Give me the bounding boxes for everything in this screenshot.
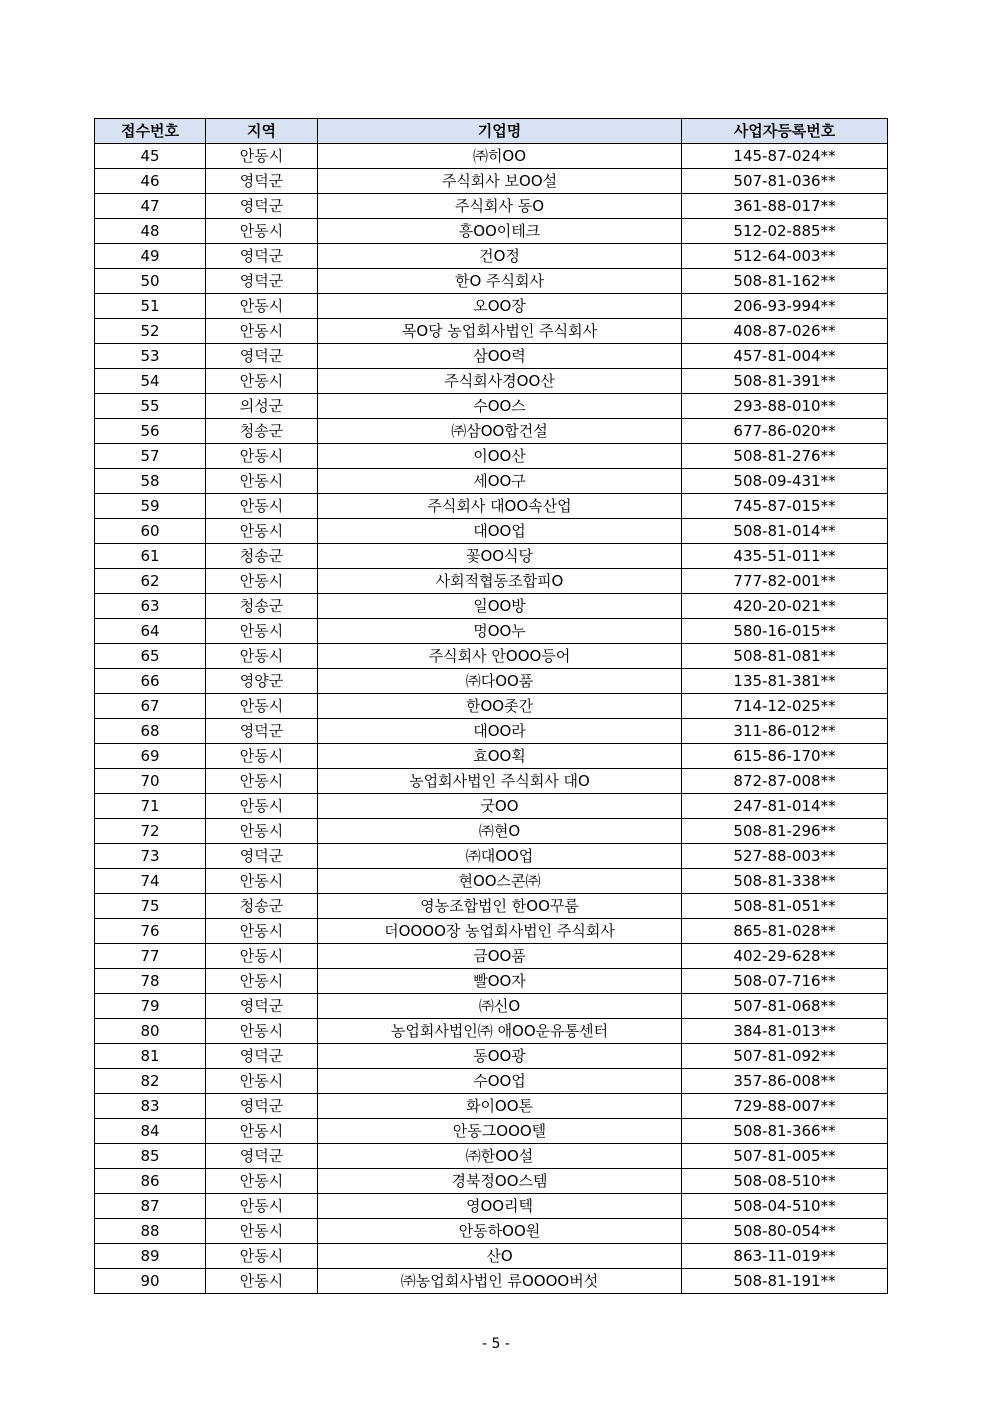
cell-region: 안동시 <box>206 319 318 344</box>
cell-receipt-number: 58 <box>95 469 206 494</box>
cell-receipt-number: 49 <box>95 244 206 269</box>
cell-company-name: ㈜삼OO합건설 <box>318 419 682 444</box>
cell-company-name: 주식회사 보OO설 <box>318 169 682 194</box>
cell-receipt-number: 67 <box>95 694 206 719</box>
cell-region: 안동시 <box>206 1219 318 1244</box>
cell-business-reg-number: 729-88-007** <box>682 1094 888 1119</box>
cell-receipt-number: 66 <box>95 669 206 694</box>
table-row <box>95 194 888 219</box>
cell-company-name: 일OO방 <box>318 594 682 619</box>
cell-region: 안동시 <box>206 1169 318 1194</box>
cell-region: 영덕군 <box>206 1044 318 1069</box>
cell-region: 청송군 <box>206 894 318 919</box>
cell-receipt-number: 75 <box>95 894 206 919</box>
cell-receipt-number: 69 <box>95 744 206 769</box>
cell-receipt-number: 68 <box>95 719 206 744</box>
cell-receipt-number: 61 <box>95 544 206 569</box>
cell-business-reg-number: 863-11-019** <box>682 1244 888 1269</box>
cell-company-name: 이OO산 <box>318 444 682 469</box>
header-region: 지역 <box>206 119 318 144</box>
table-row <box>95 1044 888 1069</box>
cell-business-reg-number: 508-80-054** <box>682 1219 888 1244</box>
cell-business-reg-number: 508-09-431** <box>682 469 888 494</box>
cell-business-reg-number: 135-81-381** <box>682 669 888 694</box>
table-row <box>95 419 888 444</box>
cell-business-reg-number: 507-81-092** <box>682 1044 888 1069</box>
cell-business-reg-number: 508-08-510** <box>682 1169 888 1194</box>
cell-company-name: 산O <box>318 1244 682 1269</box>
cell-region: 안동시 <box>206 819 318 844</box>
table-row <box>95 469 888 494</box>
cell-receipt-number: 50 <box>95 269 206 294</box>
cell-receipt-number: 64 <box>95 619 206 644</box>
cell-business-reg-number: 508-81-191** <box>682 1269 888 1294</box>
cell-company-name: 영농조합법인 한OO꾸룸 <box>318 894 682 919</box>
page-number: - 5 - <box>482 1336 510 1352</box>
cell-business-reg-number: 865-81-028** <box>682 919 888 944</box>
table-row <box>95 1194 888 1219</box>
cell-company-name: ㈜히OO <box>318 144 682 169</box>
cell-business-reg-number: 512-02-885** <box>682 219 888 244</box>
cell-receipt-number: 59 <box>95 494 206 519</box>
table-row <box>95 1069 888 1094</box>
cell-company-name: 세OO구 <box>318 469 682 494</box>
cell-region: 영덕군 <box>206 244 318 269</box>
cell-region: 영덕군 <box>206 269 318 294</box>
table-row <box>95 644 888 669</box>
cell-business-reg-number: 507-81-068** <box>682 994 888 1019</box>
cell-company-name: 대OO업 <box>318 519 682 544</box>
cell-company-name: ㈜다OO품 <box>318 669 682 694</box>
cell-receipt-number: 78 <box>95 969 206 994</box>
cell-business-reg-number: 435-51-011** <box>682 544 888 569</box>
cell-region: 안동시 <box>206 1194 318 1219</box>
cell-company-name: 경북정OO스템 <box>318 1169 682 1194</box>
table-row <box>95 619 888 644</box>
cell-region: 안동시 <box>206 794 318 819</box>
table-body <box>95 144 888 1294</box>
cell-receipt-number: 62 <box>95 569 206 594</box>
cell-receipt-number: 47 <box>95 194 206 219</box>
cell-business-reg-number: 615-86-170** <box>682 744 888 769</box>
cell-company-name: 농업회사법인㈜ 애OO운유통센터 <box>318 1019 682 1044</box>
cell-business-reg-number: 507-81-036** <box>682 169 888 194</box>
cell-business-reg-number: 508-81-366** <box>682 1119 888 1144</box>
table-row <box>95 869 888 894</box>
cell-business-reg-number: 311-86-012** <box>682 719 888 744</box>
cell-receipt-number: 79 <box>95 994 206 1019</box>
table-row <box>95 319 888 344</box>
cell-receipt-number: 76 <box>95 919 206 944</box>
cell-receipt-number: 54 <box>95 369 206 394</box>
cell-business-reg-number: 206-93-994** <box>682 294 888 319</box>
table-row <box>95 1169 888 1194</box>
cell-business-reg-number: 402-29-628** <box>682 944 888 969</box>
table-row <box>95 369 888 394</box>
cell-region: 안동시 <box>206 369 318 394</box>
cell-region: 영덕군 <box>206 194 318 219</box>
cell-business-reg-number: 508-07-716** <box>682 969 888 994</box>
cell-receipt-number: 65 <box>95 644 206 669</box>
cell-region: 안동시 <box>206 769 318 794</box>
cell-company-name: 목O당 농업회사법인 주식회사 <box>318 319 682 344</box>
cell-region: 안동시 <box>206 869 318 894</box>
cell-company-name: ㈜현O <box>318 819 682 844</box>
cell-receipt-number: 71 <box>95 794 206 819</box>
cell-region: 영덕군 <box>206 719 318 744</box>
cell-company-name: 안동그OOO텔 <box>318 1119 682 1144</box>
cell-region: 안동시 <box>206 944 318 969</box>
cell-region: 안동시 <box>206 1269 318 1294</box>
cell-receipt-number: 80 <box>95 1019 206 1044</box>
cell-company-name: 멍OO누 <box>318 619 682 644</box>
cell-company-name: 효OO획 <box>318 744 682 769</box>
table-row <box>95 1244 888 1269</box>
cell-region: 영양군 <box>206 669 318 694</box>
cell-region: 안동시 <box>206 1119 318 1144</box>
cell-region: 안동시 <box>206 469 318 494</box>
table-row <box>95 1119 888 1144</box>
cell-region: 안동시 <box>206 1244 318 1269</box>
cell-company-name: 빨OO자 <box>318 969 682 994</box>
header-company-name: 기업명 <box>318 119 682 144</box>
table-row <box>95 269 888 294</box>
cell-business-reg-number: 457-81-004** <box>682 344 888 369</box>
cell-receipt-number: 60 <box>95 519 206 544</box>
header-business-reg-number: 사업자등록번호 <box>682 119 888 144</box>
cell-receipt-number: 84 <box>95 1119 206 1144</box>
table-row <box>95 694 888 719</box>
cell-company-name: 주식회사 대OO속산업 <box>318 494 682 519</box>
table-row <box>95 844 888 869</box>
table-row <box>95 1094 888 1119</box>
cell-region: 안동시 <box>206 569 318 594</box>
table-header-row <box>95 119 888 144</box>
cell-business-reg-number: 357-86-008** <box>682 1069 888 1094</box>
cell-region: 안동시 <box>206 694 318 719</box>
cell-receipt-number: 63 <box>95 594 206 619</box>
cell-company-name: 사회적협동조합피O <box>318 569 682 594</box>
cell-receipt-number: 83 <box>95 1094 206 1119</box>
cell-business-reg-number: 507-81-005** <box>682 1144 888 1169</box>
cell-receipt-number: 53 <box>95 344 206 369</box>
cell-business-reg-number: 527-88-003** <box>682 844 888 869</box>
cell-region: 안동시 <box>206 444 318 469</box>
table-row <box>95 394 888 419</box>
cell-business-reg-number: 872-87-008** <box>682 769 888 794</box>
cell-region: 안동시 <box>206 644 318 669</box>
table-row <box>95 219 888 244</box>
cell-business-reg-number: 580-16-015** <box>682 619 888 644</box>
table-row <box>95 819 888 844</box>
cell-receipt-number: 57 <box>95 444 206 469</box>
cell-business-reg-number: 361-88-017** <box>682 194 888 219</box>
cell-company-name: 수OO업 <box>318 1069 682 1094</box>
cell-receipt-number: 90 <box>95 1269 206 1294</box>
cell-business-reg-number: 408-87-026** <box>682 319 888 344</box>
table-row <box>95 494 888 519</box>
cell-company-name: 화이OO톤 <box>318 1094 682 1119</box>
cell-business-reg-number: 777-82-001** <box>682 569 888 594</box>
cell-company-name: 영OO리텍 <box>318 1194 682 1219</box>
cell-region: 안동시 <box>206 619 318 644</box>
cell-region: 안동시 <box>206 144 318 169</box>
cell-company-name: ㈜신O <box>318 994 682 1019</box>
cell-receipt-number: 51 <box>95 294 206 319</box>
cell-company-name: ㈜농업회사법인 류OOOO버섯 <box>318 1269 682 1294</box>
cell-region: 안동시 <box>206 294 318 319</box>
cell-receipt-number: 89 <box>95 1244 206 1269</box>
cell-receipt-number: 74 <box>95 869 206 894</box>
table-row <box>95 544 888 569</box>
cell-receipt-number: 45 <box>95 144 206 169</box>
cell-company-name: ㈜대OO업 <box>318 844 682 869</box>
table-row <box>95 969 888 994</box>
cell-region: 영덕군 <box>206 169 318 194</box>
cell-region: 청송군 <box>206 419 318 444</box>
cell-region: 안동시 <box>206 919 318 944</box>
cell-company-name: 한O 주식회사 <box>318 269 682 294</box>
cell-company-name: 더OOOO장 농업회사법인 주식회사 <box>318 919 682 944</box>
table-row <box>95 519 888 544</box>
cell-region: 청송군 <box>206 594 318 619</box>
cell-region: 영덕군 <box>206 344 318 369</box>
registration-table <box>94 118 888 1294</box>
cell-receipt-number: 81 <box>95 1044 206 1069</box>
table-row <box>95 594 888 619</box>
cell-region: 안동시 <box>206 744 318 769</box>
cell-business-reg-number: 508-81-296** <box>682 819 888 844</box>
cell-receipt-number: 48 <box>95 219 206 244</box>
table-row <box>95 919 888 944</box>
cell-receipt-number: 73 <box>95 844 206 869</box>
cell-company-name: 현OO스콘㈜ <box>318 869 682 894</box>
cell-company-name: 한OO좃간 <box>318 694 682 719</box>
cell-region: 안동시 <box>206 1069 318 1094</box>
cell-business-reg-number: 508-04-510** <box>682 1194 888 1219</box>
cell-business-reg-number: 508-81-391** <box>682 369 888 394</box>
cell-company-name: 삼OO력 <box>318 344 682 369</box>
table-row <box>95 1144 888 1169</box>
cell-company-name: 건O정 <box>318 244 682 269</box>
table-row <box>95 1019 888 1044</box>
cell-business-reg-number: 508-81-162** <box>682 269 888 294</box>
cell-business-reg-number: 384-81-013** <box>682 1019 888 1044</box>
cell-company-name: 굿OO <box>318 794 682 819</box>
table-row <box>95 744 888 769</box>
cell-business-reg-number: 677-86-020** <box>682 419 888 444</box>
cell-business-reg-number: 508-81-014** <box>682 519 888 544</box>
table-row <box>95 1219 888 1244</box>
table-row <box>95 569 888 594</box>
cell-region: 안동시 <box>206 494 318 519</box>
cell-business-reg-number: 420-20-021** <box>682 594 888 619</box>
cell-business-reg-number: 508-81-338** <box>682 869 888 894</box>
cell-receipt-number: 88 <box>95 1219 206 1244</box>
cell-business-reg-number: 247-81-014** <box>682 794 888 819</box>
cell-company-name: 꽃OO식당 <box>318 544 682 569</box>
cell-region: 안동시 <box>206 969 318 994</box>
cell-business-reg-number: 512-64-003** <box>682 244 888 269</box>
table-row <box>95 719 888 744</box>
table-row <box>95 294 888 319</box>
cell-receipt-number: 77 <box>95 944 206 969</box>
cell-company-name: 농업회사법인 주식회사 대O <box>318 769 682 794</box>
header-receipt-number: 접수번호 <box>95 119 206 144</box>
cell-company-name: 흥OO이테크 <box>318 219 682 244</box>
cell-receipt-number: 85 <box>95 1144 206 1169</box>
cell-region: 안동시 <box>206 519 318 544</box>
cell-region: 영덕군 <box>206 994 318 1019</box>
cell-business-reg-number: 508-81-051** <box>682 894 888 919</box>
cell-business-reg-number: 745-87-015** <box>682 494 888 519</box>
cell-receipt-number: 82 <box>95 1069 206 1094</box>
cell-business-reg-number: 508-81-081** <box>682 644 888 669</box>
cell-business-reg-number: 714-12-025** <box>682 694 888 719</box>
cell-company-name: 주식회사 동O <box>318 194 682 219</box>
cell-receipt-number: 87 <box>95 1194 206 1219</box>
table-row <box>95 794 888 819</box>
cell-region: 의성군 <box>206 394 318 419</box>
cell-company-name: 주식회사 안OOO등어 <box>318 644 682 669</box>
cell-company-name: 대OO라 <box>318 719 682 744</box>
cell-business-reg-number: 508-81-276** <box>682 444 888 469</box>
cell-company-name: 수OO스 <box>318 394 682 419</box>
cell-company-name: 안동하OO원 <box>318 1219 682 1244</box>
table-row <box>95 944 888 969</box>
table-row <box>95 669 888 694</box>
table-row <box>95 444 888 469</box>
table-row <box>95 769 888 794</box>
cell-region: 안동시 <box>206 219 318 244</box>
cell-company-name: 주식회사경OO산 <box>318 369 682 394</box>
cell-business-reg-number: 145-87-024** <box>682 144 888 169</box>
cell-region: 영덕군 <box>206 1144 318 1169</box>
cell-company-name: 오OO장 <box>318 294 682 319</box>
cell-company-name: 금OO품 <box>318 944 682 969</box>
cell-region: 청송군 <box>206 544 318 569</box>
cell-receipt-number: 55 <box>95 394 206 419</box>
table-row <box>95 344 888 369</box>
table-row <box>95 169 888 194</box>
cell-receipt-number: 72 <box>95 819 206 844</box>
table-row <box>95 144 888 169</box>
cell-region: 영덕군 <box>206 844 318 869</box>
cell-receipt-number: 70 <box>95 769 206 794</box>
cell-region: 안동시 <box>206 1019 318 1044</box>
cell-receipt-number: 52 <box>95 319 206 344</box>
cell-company-name: ㈜한OO설 <box>318 1144 682 1169</box>
cell-receipt-number: 46 <box>95 169 206 194</box>
cell-company-name: 동OO광 <box>318 1044 682 1069</box>
cell-business-reg-number: 293-88-010** <box>682 394 888 419</box>
cell-receipt-number: 86 <box>95 1169 206 1194</box>
table-row <box>95 244 888 269</box>
cell-receipt-number: 56 <box>95 419 206 444</box>
table-row <box>95 994 888 1019</box>
table-row <box>95 894 888 919</box>
cell-region: 영덕군 <box>206 1094 318 1119</box>
table-row <box>95 1269 888 1294</box>
